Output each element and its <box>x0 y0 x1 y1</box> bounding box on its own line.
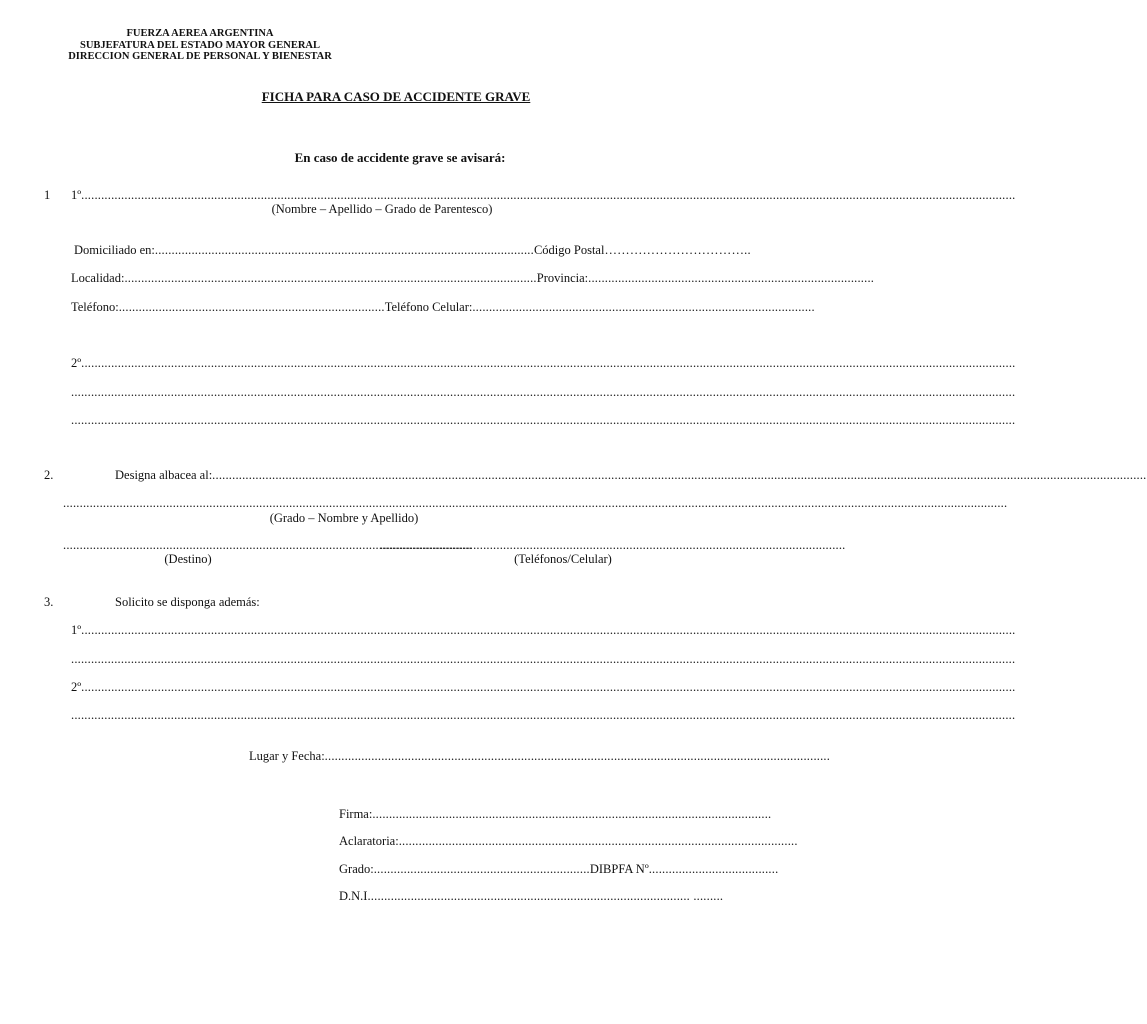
section-3-label: Solicito se disponga además: <box>115 595 260 609</box>
section-1-first-caption: (Nombre – Apellido – Grado de Parentesco) <box>271 202 493 216</box>
dotted-fill: ........................................................................................................................................................ <box>324 749 831 763</box>
albacea-destino-line[interactable]: ........................................................................................................................... <box>63 538 472 552</box>
albacea-telefonos-line[interactable]: ............................................................................................................................................ <box>380 538 846 552</box>
localidad-label: Localidad: <box>71 271 125 285</box>
header-line-2: SUBJEFATURA DEL ESTADO MAYOR GENERAL <box>80 40 320 51</box>
firma-line[interactable] <box>339 807 772 821</box>
dotted-fill: ........................................................................................................................ <box>398 834 798 848</box>
albacea-destino-caption: (Destino) <box>164 552 212 566</box>
section-1-second-extra-line-1[interactable]: ............................................................................................................................................................................................................................................................................................ <box>71 385 1016 399</box>
dotted-fill: ......................................................................................................................................................................................................................................................................................... <box>212 468 1147 482</box>
albacea-label: Designa albacea al: <box>115 468 213 482</box>
aclaratoria-label: Aclaratoria: <box>339 834 399 848</box>
dotted-fill: …………………………….. <box>604 243 751 257</box>
albacea-name-line[interactable]: ............................................................................................................................................................................................................................................................................................ <box>63 496 1008 510</box>
grado-line[interactable] <box>339 862 779 876</box>
telefono-line[interactable] <box>71 300 815 314</box>
header-line-1: FUERZA AEREA ARGENTINA <box>126 28 274 39</box>
domicilio-line[interactable] <box>74 243 751 257</box>
dotted-fill: ................................................................................ <box>118 300 385 314</box>
section-3-first-label: 1º <box>71 623 82 637</box>
codigo-postal-label: Código Postal <box>533 243 605 257</box>
dotted-fill: ............................................................................................................................ <box>124 271 537 285</box>
albacea-line[interactable] <box>115 468 1147 482</box>
albacea-telefonos-caption: (Teléfonos/Celular) <box>514 552 612 566</box>
dotted-fill: ......................................................................................................................................................................................................................................................................................... <box>81 623 1016 637</box>
dotted-fill: ................................................................................................. ......... <box>367 889 724 903</box>
section-1-number: 1 <box>44 188 51 202</box>
telefono-label: Teléfono: <box>71 300 119 314</box>
aclaratoria-line[interactable] <box>339 834 798 848</box>
section-1-first-contact-line[interactable] <box>71 188 1016 202</box>
dotted-fill: ......................................................................................................................................................................................................................................................................................... <box>81 356 1016 370</box>
dotted-fill: ................................................................. <box>373 862 590 876</box>
albacea-name-caption: (Grado – Nombre y Apellido) <box>269 511 419 525</box>
section-3-second-extra-line[interactable]: ............................................................................................................................................................................................................................................................................................ <box>71 708 1016 722</box>
dotted-fill: .................................................................................................................. <box>154 243 534 257</box>
header-line-3: DIRECCION GENERAL DE PERSONAL Y BIENESTAR <box>68 51 332 62</box>
provincia-label: Provincia: <box>536 271 589 285</box>
section-1-second-label: 2º <box>71 356 82 370</box>
document-title: FICHA PARA CASO DE ACCIDENTE GRAVE <box>261 89 531 104</box>
localidad-line[interactable] <box>71 271 875 285</box>
firma-label: Firma: <box>339 807 373 821</box>
lugar-fecha-label: Lugar y Fecha: <box>249 749 325 763</box>
section-1-second-extra-line-2[interactable]: ............................................................................................................................................................................................................................................................................................ <box>71 413 1016 427</box>
section-3-number: 3. <box>44 595 54 609</box>
section-2-number: 2. <box>44 468 54 482</box>
section-1-first-label: 1º <box>71 188 82 202</box>
section-3-second-line[interactable] <box>71 680 1016 694</box>
dotted-fill: ....................................... <box>648 862 779 876</box>
section-3-first-extra-line[interactable]: ............................................................................................................................................................................................................................................................................................ <box>71 652 1016 666</box>
telefono-celular-label: Teléfono Celular: <box>384 300 473 314</box>
section-3-second-label: 2º <box>71 680 82 694</box>
dotted-fill: ...................................................................................... <box>588 271 875 285</box>
dibpfa-label: DIBPFA Nº <box>589 862 649 876</box>
dotted-fill: ....................................................................................................... <box>472 300 815 314</box>
dotted-fill: ......................................................................................................................................................................................................................................................................................... <box>81 188 1016 202</box>
lugar-fecha-line[interactable] <box>249 749 831 763</box>
dotted-fill: ......................................................................................................................................................................................................................................................................................... <box>81 680 1016 694</box>
domicilio-label: Domiciliado en: <box>74 243 155 257</box>
section-1-second-contact-line[interactable] <box>71 356 1016 370</box>
document-subtitle: En caso de accidente grave se avisará: <box>294 150 506 165</box>
grado-label: Grado: <box>339 862 374 876</box>
dotted-fill: ........................................................................................................................ <box>372 807 772 821</box>
dni-line[interactable] <box>339 889 724 903</box>
section-3-first-line[interactable] <box>71 623 1016 637</box>
dni-label: D.N.I <box>339 889 368 903</box>
